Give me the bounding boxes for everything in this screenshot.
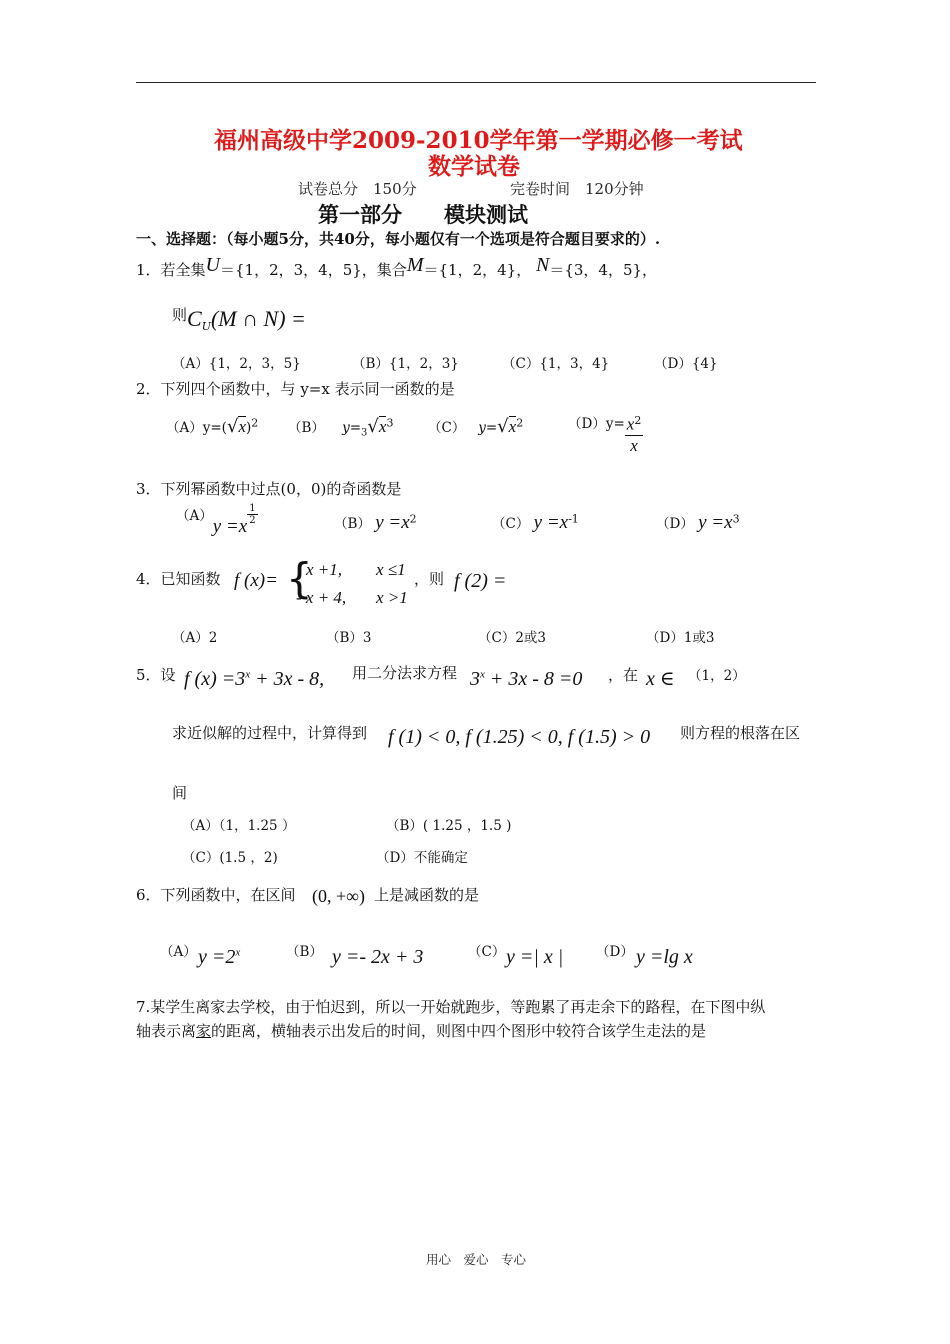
part-title: 第一部分 模块测试	[318, 202, 528, 227]
q6-stem: 6．下列函数中，在区间	[136, 886, 296, 904]
q5-function: f $(x) =3^x + 3x - 8$,	[184, 668, 325, 690]
q3-option-d: （D） $y =x^3$	[656, 512, 740, 533]
q5-option-a: （A）（1，1.25 ）	[182, 818, 296, 834]
q4-cond1: x ≤1	[376, 560, 406, 579]
q4-brace: {	[286, 554, 313, 603]
q4-option-a: （A）2	[172, 630, 218, 646]
q4-target: f (2) =	[454, 570, 507, 592]
q3-stem: 3．下列幂函数中过点(0，0)的奇函数是	[136, 480, 402, 498]
q4-stem: 4．已知函数	[136, 570, 221, 588]
q4-option-d: （D）1或3	[646, 630, 715, 646]
q5-method: 用二分法求方程	[352, 664, 458, 682]
q3-option-c: （C） $y =x^{-1}$	[492, 512, 579, 533]
q4-option-c: （C）2或3	[478, 630, 547, 646]
q7-line1: 7.某学生离家去学校，由于怕迟到，所以一开始就跑步，等跑累了再走余下的路程，在下图中纵	[136, 998, 766, 1016]
q6-option-b-label: （B）	[286, 944, 323, 960]
q2-stem: 2．下列四个函数中，与 y=x 表示同一函数的是	[136, 380, 455, 398]
q7-line2: 轴表示离家的距离，横轴表示出发后的时间，则图中四个图形中较符合该学生走法的是	[136, 1022, 707, 1040]
q5-line2: 求近似解的过程中，计算得到	[172, 724, 368, 742]
q5-option-d: （D）不能确定	[376, 850, 468, 866]
q5-comma: ，在	[608, 666, 639, 684]
q1-option-d: （D）{4}	[654, 356, 718, 372]
q5-inequalities: f (1) < 0, f (1.25) < 0, f (1.5) > 0	[388, 726, 651, 748]
q2-option-c: （C） $y=√x^2$	[428, 416, 524, 437]
q6-stem-end: 上是减函数的是	[374, 886, 480, 904]
q3-option-b: （B） $y =x^2$	[334, 512, 417, 533]
q4-case1: x +1,	[306, 560, 343, 579]
q4-cond2: x >1	[376, 588, 408, 607]
q1-option-a: （A）{1，2，3，5}	[172, 356, 301, 372]
q1-option-b: （B）{1，2，3}	[352, 356, 459, 372]
q6-option-d: y =lg x	[636, 946, 693, 968]
q1-stem: 1．若全集U＝{1，2，3，4，5}，集合M＝{1，2，4}， N＝{3，4，5}，	[136, 254, 658, 279]
q5-equation: $3^x + 3x - 8 =0$	[470, 668, 583, 690]
exam-title: 福州高级中学2009-2010学年第一学期必修一考试	[214, 127, 743, 154]
exam-subtitle: 数学试卷	[428, 153, 520, 180]
section-heading: 一、选择题：（每小题5分，共40分，每小题仅有一个选项是符合题目要求的）.	[136, 230, 661, 248]
page-footer: 用心 爱心 专心	[426, 1252, 527, 1267]
q5-option-c: （C）(1.5 ，2)	[182, 850, 278, 866]
q5-x-in: x ∈	[646, 668, 675, 690]
q2-option-a: $(A)y=(√x)^2$	[166, 416, 259, 437]
q1-option-c: （C）{1，3，4}	[502, 356, 610, 372]
q6-option-d-label: （D）	[596, 944, 634, 960]
q5-stem: 5．设	[136, 666, 176, 684]
q1-expression: 则$C_U(M$ ∩ N) =	[172, 306, 306, 333]
q4-option-b: （B）3	[326, 630, 372, 646]
top-rule	[136, 82, 816, 83]
total-score: 试卷总分 150分	[298, 180, 417, 198]
q6-option-c-label: （C）	[468, 944, 506, 960]
q6-option-b: y =- 2x + 3	[332, 946, 424, 968]
q5-option-b: （B）( 1.25 ，1.5 )	[386, 818, 512, 834]
q3-option-a: （A）y =x $\frac{1}{2}$	[176, 503, 256, 537]
q6-option-c: y =| x |	[506, 946, 564, 968]
q2-option-d: （D）y= $\frac{x^2}{x}$	[568, 414, 642, 455]
q4-case2: - x + 4,	[296, 588, 347, 607]
q6-option-a: $y =2^x$	[198, 946, 241, 968]
q5-line3: 间	[172, 784, 188, 802]
q6-option-a-label: （A）	[160, 944, 197, 960]
exam-time: 完卷时间 120分钟	[510, 180, 644, 198]
q5-line2-end: 则方程的根落在区	[680, 724, 801, 742]
q4-then: ，则	[414, 570, 445, 588]
q2-option-b: （B） $y=_3√x^3$	[288, 416, 394, 439]
q4-function: f (x)=	[234, 570, 278, 591]
q5-interval: （1，2）	[688, 668, 746, 684]
q6-interval: (0, +∞)	[312, 886, 365, 906]
